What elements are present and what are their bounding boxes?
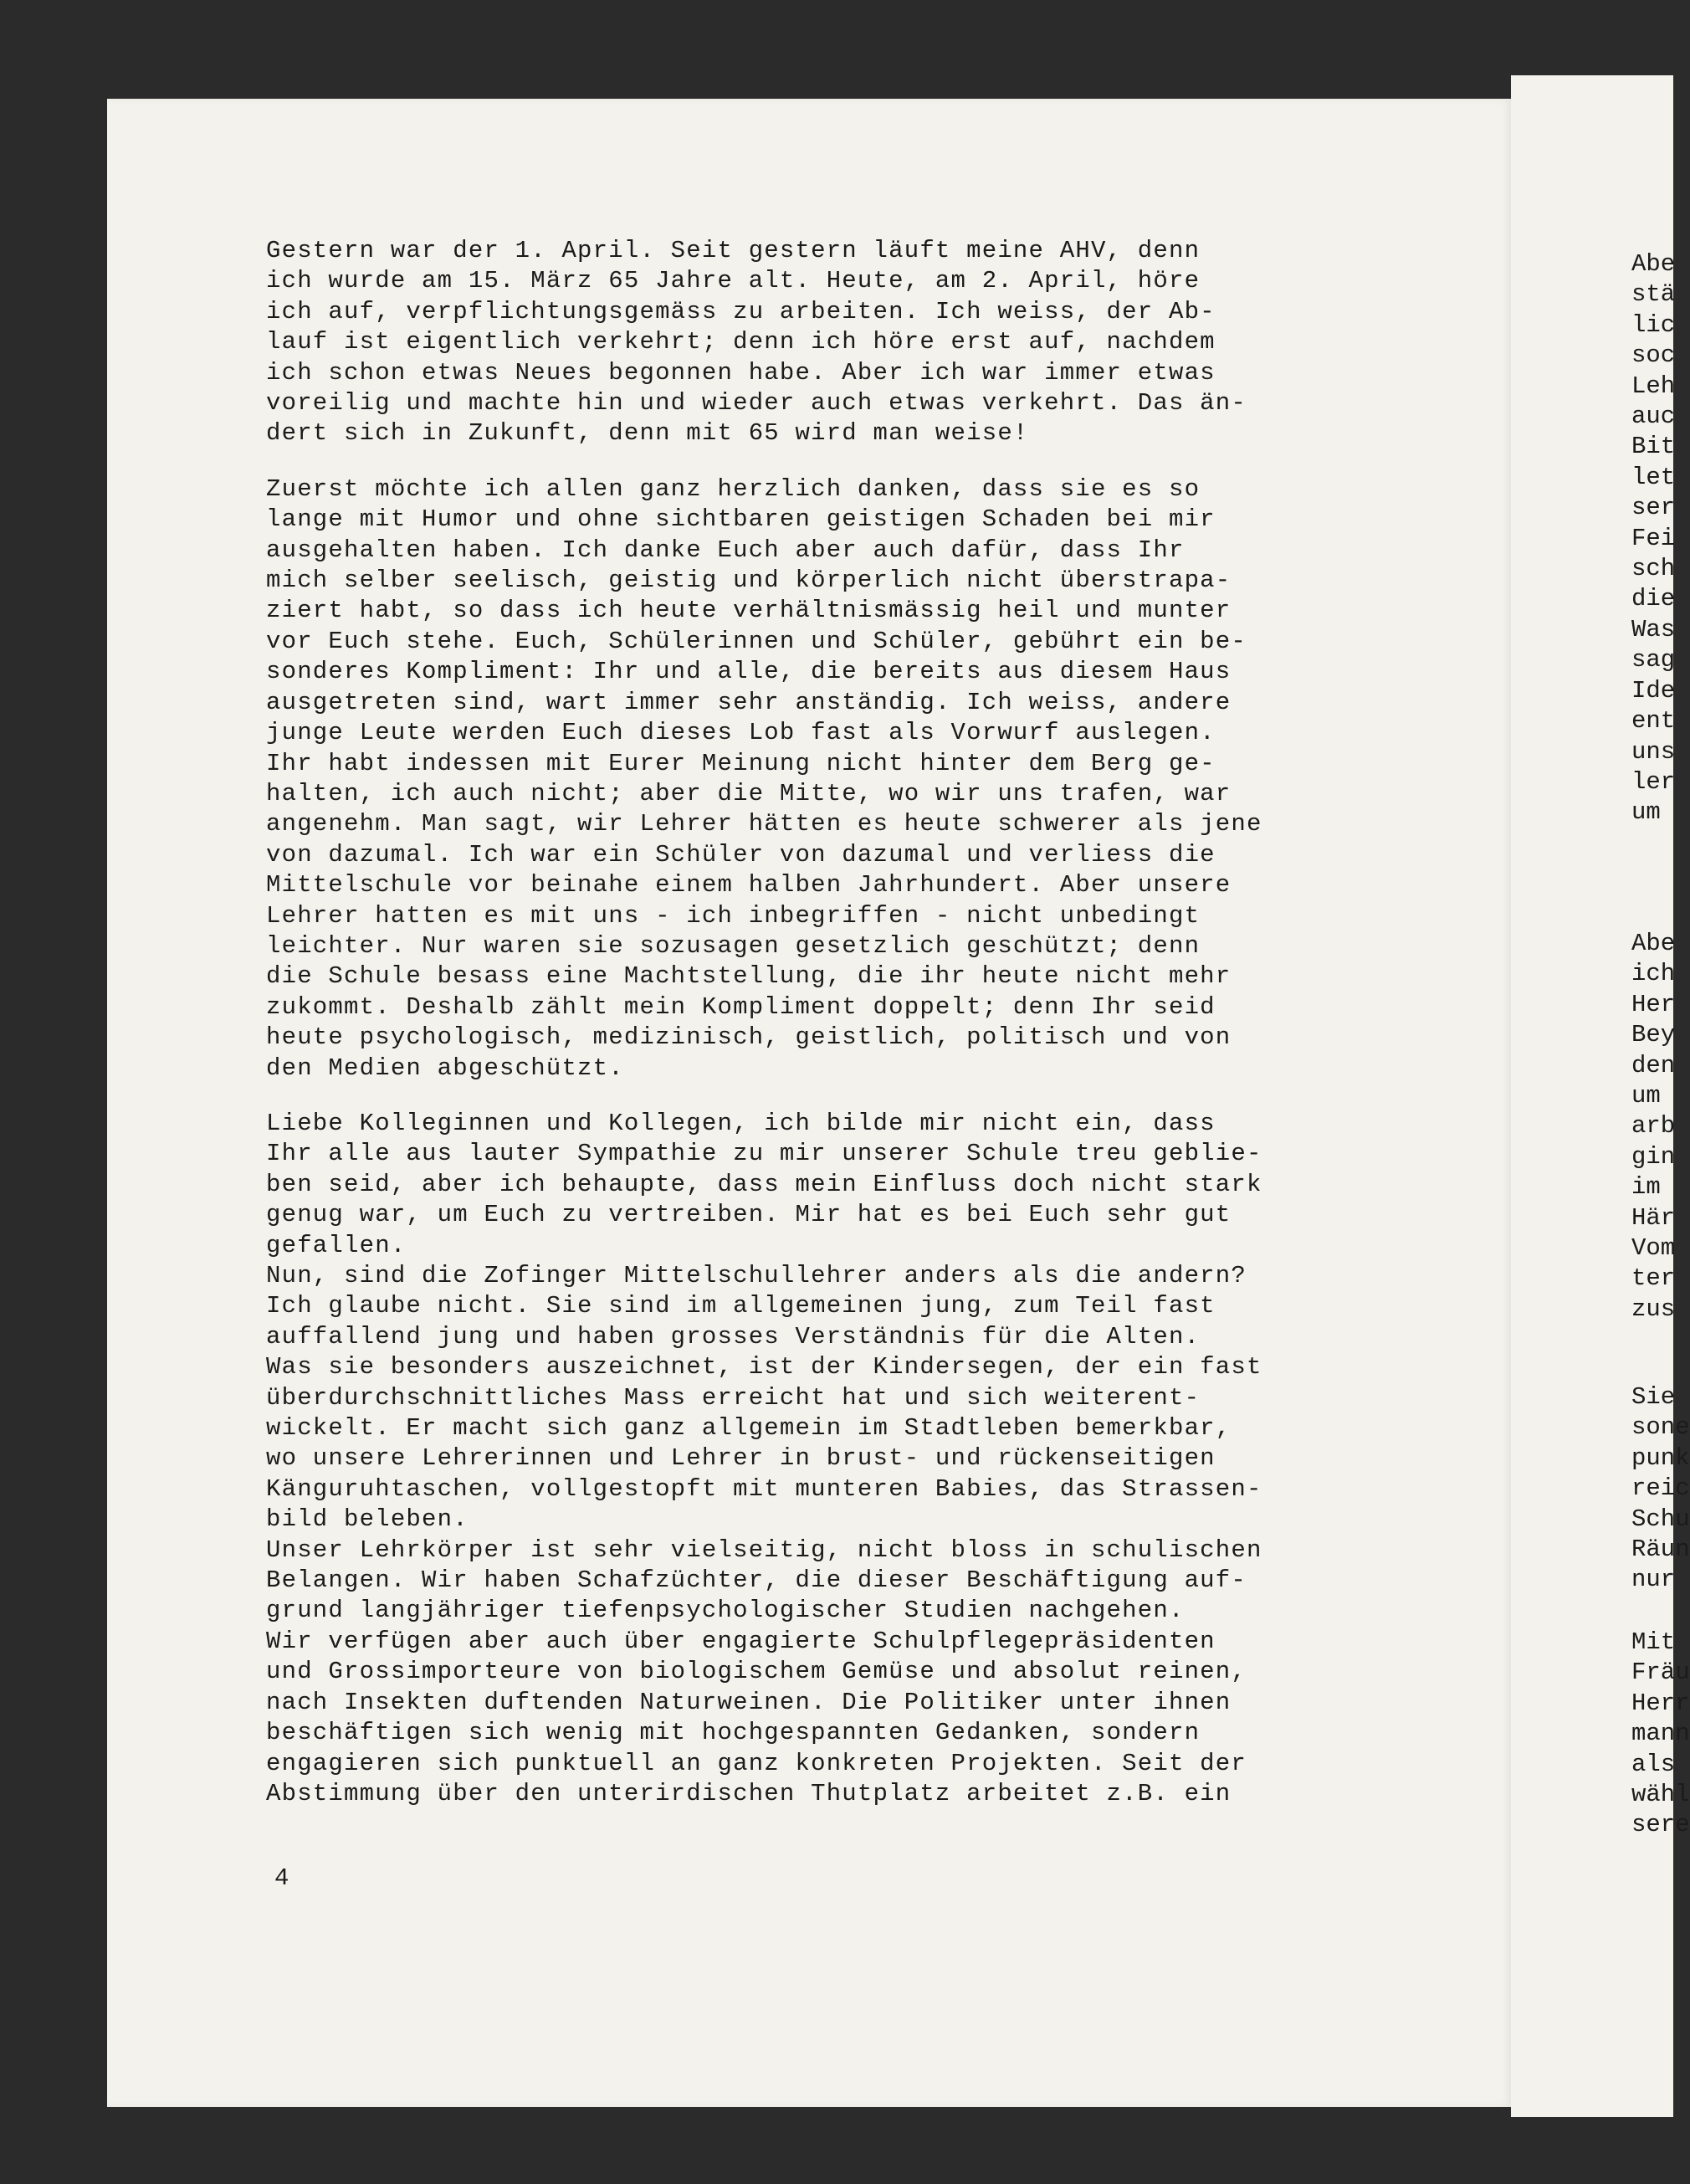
- text-line: Gestern war der 1. April. Seit gestern läuft meine AHV, denn: [266, 237, 1201, 264]
- paragraph-thanks: [266, 474, 1354, 1084]
- text-line: lange mit Humor und ohne sichtbaren geistigen Schaden bei mir: [266, 505, 1216, 534]
- text-line: grund langjähriger tiefenpsychologischer Studien nachgehen.: [266, 1597, 1185, 1625]
- text-line: angenehm. Man sagt, wir Lehrer hätten es heute schwerer als jene: [266, 810, 1262, 838]
- text-line: Was sie besonders auszeichnet, ist der Kindersegen, der ein fast: [266, 1353, 1262, 1382]
- text-line: Zuerst möchte ich allen ganz herzlich danken, dass sie es so: [266, 474, 1201, 503]
- text-line: ben seid, aber ich behaupte, dass mein Einfluss doch nicht stark: [266, 1170, 1262, 1198]
- facing-text-line: um: [1631, 798, 1661, 827]
- text-line: heute psychologisch, medizinisch, geistlich, politisch und von: [266, 1023, 1232, 1052]
- text-line: beschäftigen sich wenig mit hochgespannten Gedanken, sondern: [266, 1719, 1201, 1747]
- facing-fragment-3: [1631, 1382, 1690, 1596]
- facing-text-line: reic: [1631, 1474, 1690, 1503]
- facing-text-line: sag: [1631, 646, 1676, 674]
- text-line: ich schon etwas Neues begonnen habe. Aber ich war immer etwas: [266, 358, 1216, 387]
- facing-text-line: let: [1631, 463, 1676, 491]
- text-line: nach Insekten duftenden Naturweinen. Die Politiker unter ihnen: [266, 1688, 1232, 1716]
- facing-text-line: uns: [1631, 737, 1676, 766]
- facing-fragment-4: [1631, 1628, 1690, 1841]
- text-line: Lehrer hatten es mit uns - ich inbegriffen - nicht unbedingt: [266, 901, 1201, 930]
- facing-text-line: ser: [1631, 494, 1676, 522]
- facing-text-line: wähl: [1631, 1781, 1690, 1809]
- facing-fragment-2: [1631, 929, 1675, 1325]
- facing-text-line: sch: [1631, 555, 1676, 583]
- facing-text-line: ent: [1631, 707, 1676, 736]
- text-line: vor Euch stehe. Euch, Schülerinnen und Schüler, gebührt ein be-: [266, 627, 1247, 655]
- facing-text-line: punk: [1631, 1443, 1690, 1472]
- facing-text-line: arb: [1631, 1112, 1676, 1141]
- facing-text-line: ter: [1631, 1264, 1676, 1293]
- text-line: überdurchschnittliches Mass erreicht hat und sich weiterent-: [266, 1383, 1201, 1412]
- text-line: Wir verfügen aber auch über engagierte Schulpflegepräsidenten: [266, 1627, 1216, 1655]
- text-line: den Medien abgeschützt.: [266, 1054, 624, 1082]
- paragraph-gap: [266, 1084, 1354, 1109]
- facing-text-line: den: [1631, 1051, 1676, 1079]
- facing-text-line: Sie: [1631, 1383, 1676, 1411]
- text-line: wickelt. Er macht sich ganz allgemein im Stadtleben bemerkbar,: [266, 1414, 1232, 1443]
- text-line: Liebe Kolleginnen und Kollegen, ich bilde mir nicht ein, dass: [266, 1109, 1216, 1137]
- facing-text-line: Herr: [1631, 1689, 1690, 1717]
- text-line: sonderes Kompliment: Ihr und alle, die bereits aus diesem Haus: [266, 658, 1232, 686]
- text-line: engagieren sich punktuell an ganz konkreten Projekten. Seit der: [266, 1749, 1247, 1777]
- text-line: Nun, sind die Zofinger Mittelschullehrer anders als die andern?: [266, 1262, 1247, 1289]
- facing-text-line: ler: [1631, 767, 1676, 796]
- text-line: Belangen. Wir haben Schafzüchter, die dieser Beschäftigung auf-: [266, 1566, 1247, 1595]
- facing-text-line: sere: [1631, 1811, 1690, 1839]
- facing-text-line: um: [1631, 1082, 1661, 1110]
- facing-text-line: Ide: [1631, 676, 1676, 705]
- text-line: ich auf, verpflichtungsgemäss zu arbeiten. Ich weiss, der Ab-: [266, 297, 1216, 326]
- facing-text-line: Schu: [1631, 1505, 1690, 1533]
- text-line: Mittelschule vor beinahe einem halben Jahrhundert. Aber unsere: [266, 871, 1232, 900]
- text-line: ausgetreten sind, wart immer sehr anständig. Ich weiss, andere: [266, 688, 1232, 716]
- text-line: gefallen.: [266, 1231, 407, 1259]
- text-line: leichter. Nur waren sie sozusagen gesetzlich geschützt; denn: [266, 931, 1201, 960]
- text-line: voreilig und machte hin und wieder auch etwas verkehrt. Das än-: [266, 389, 1247, 418]
- text-line: dert sich in Zukunft, denn mit 65 wird man weise!: [266, 419, 1029, 448]
- facing-text-line: Her: [1631, 990, 1676, 1018]
- text-line: Ich glaube nicht. Sie sind im allgemeinen jung, zum Teil fast: [266, 1292, 1216, 1320]
- text-line: zukommt. Deshalb zählt mein Kompliment doppelt; denn Ihr seid: [266, 992, 1216, 1021]
- text-line: ziert habt, so dass ich heute verhältnismässig heil und munter: [266, 597, 1232, 625]
- paragraph-gap: [266, 449, 1354, 474]
- facing-text-line: als: [1631, 1750, 1676, 1778]
- text-line: lauf ist eigentlich verkehrt; denn ich höre erst auf, nachdem: [266, 328, 1216, 356]
- text-line: Abstimmung über den unterirdischen Thutplatz arbeitet z.B. ein: [266, 1779, 1232, 1807]
- text-line: junge Leute werden Euch dieses Lob fast als Vorwurf auslegen.: [266, 719, 1216, 747]
- text-line: genug war, um Euch zu vertreiben. Mir hat es bei Euch sehr gut: [266, 1201, 1232, 1229]
- facing-text-line: ich: [1631, 960, 1676, 988]
- text-line: die Schule besass eine Machtstellung, die ihr heute nicht mehr: [266, 962, 1232, 991]
- text-line: mich selber seelisch, geistig und körperlich nicht überstrapa-: [266, 567, 1232, 595]
- facing-text-line: stä: [1631, 280, 1676, 309]
- text-line: Unser Lehrkörper ist sehr vielseitig, nicht bloss in schulischen: [266, 1535, 1262, 1564]
- text-line: ausgehalten haben. Ich danke Euch aber auch dafür, dass Ihr: [266, 536, 1185, 564]
- facing-text-line: Bit: [1631, 433, 1676, 461]
- text-line: ich wurde am 15. März 65 Jahre alt. Heute, am 2. April, höre: [266, 267, 1201, 295]
- facing-text-line: Fei: [1631, 524, 1676, 552]
- facing-text-line: Räun: [1631, 1535, 1690, 1564]
- facing-text-line: soc: [1631, 341, 1676, 370]
- facing-text-line: Här: [1631, 1203, 1676, 1232]
- facing-text-line: im: [1631, 1173, 1661, 1202]
- paragraph-retirement-intro: [266, 236, 1354, 449]
- text-line: Ihr alle aus lauter Sympathie zu mir unserer Schule treu geblie-: [266, 1140, 1262, 1168]
- text-line: Ihr habt indessen mit Eurer Meinung nicht hinter dem Berg ge-: [266, 749, 1216, 777]
- text-line: und Grossimporteure von biologischem Gemüse und absolut reinen,: [266, 1658, 1247, 1686]
- text-line: bild beleben.: [266, 1505, 469, 1534]
- facing-text-line: die: [1631, 585, 1676, 613]
- text-line: auffallend jung und haben grosses Verständnis für die Alten.: [266, 1322, 1201, 1351]
- facing-text-line: nur: [1631, 1566, 1676, 1594]
- facing-text-line: lic: [1631, 310, 1676, 339]
- facing-text-line: Abe: [1631, 250, 1676, 278]
- text-line: wo unsere Lehrerinnen und Lehrer in brust- und rückenseitigen: [266, 1444, 1216, 1473]
- facing-text-line: Abe: [1631, 930, 1676, 957]
- facing-fragment-1: [1631, 249, 1675, 828]
- facing-text-line: Vom: [1631, 1234, 1676, 1263]
- facing-text-line: Was: [1631, 615, 1676, 643]
- facing-text-line: zus: [1631, 1295, 1676, 1323]
- facing-text-line: gin: [1631, 1142, 1676, 1171]
- facing-text-line: sone: [1631, 1413, 1690, 1442]
- text-line: von dazumal. Ich war ein Schüler von dazumal und verliess die: [266, 840, 1216, 869]
- facing-text-line: Fräu: [1631, 1659, 1690, 1687]
- page-number: 4: [274, 1864, 289, 1892]
- text-line: Känguruhtaschen, vollgestopft mit munteren Babies, das Strassen-: [266, 1474, 1262, 1503]
- facing-text-line: auc: [1631, 402, 1676, 431]
- body-text: [266, 236, 1354, 1809]
- paragraph-colleagues: [266, 1109, 1354, 1809]
- text-line: halten, ich auch nicht; aber die Mitte, wo wir uns trafen, war: [266, 779, 1232, 807]
- facing-text-line: Bey: [1631, 1021, 1676, 1049]
- facing-text-line: mann: [1631, 1720, 1690, 1748]
- page-right: [1511, 75, 1690, 2117]
- facing-text-line: Leh: [1631, 372, 1676, 400]
- facing-text-line: Mit: [1631, 1628, 1676, 1656]
